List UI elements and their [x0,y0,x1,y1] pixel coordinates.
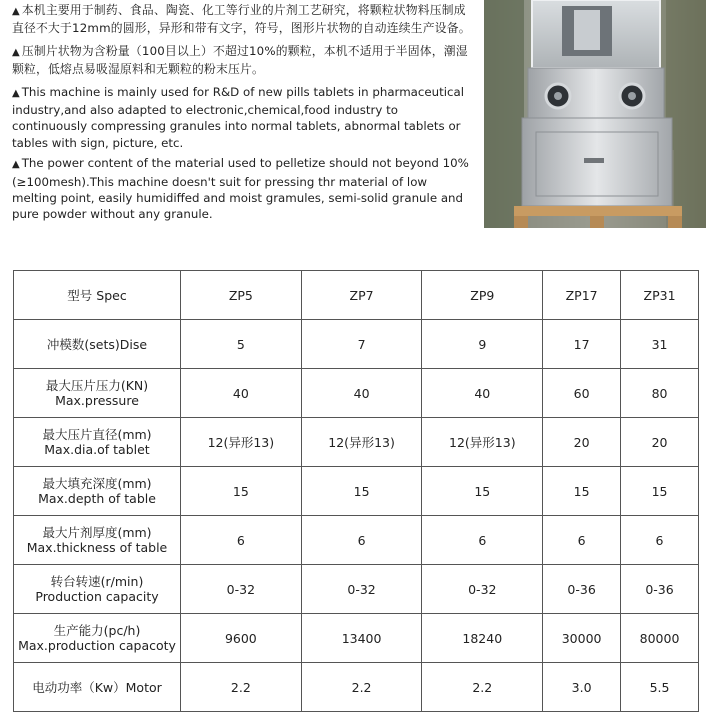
table-cell: 2.2 [301,663,422,712]
table-header-model: ZP17 [543,271,621,320]
table-cell: 0-32 [301,565,422,614]
desc-paragraph-4: ▲ The power content of the material used to pelletize should not beyond 10%(≥100mesh).This machine doesn't suit for pressing thr material of low melting point, easily humidiffed and moist gramules, semi-solid granule and pure powder without any granule. [12,156,469,222]
table-cell: 12(异形13) [301,418,422,467]
table-cell: 15 [181,467,302,516]
table-cell: 17 [543,320,621,369]
table-cell: 2.2 [181,663,302,712]
table-row [14,516,699,565]
triangle-bullet-icon: ▲ [12,159,20,171]
table-header-model: ZP5 [181,271,302,320]
table-cell: 20 [543,418,621,467]
table-row [14,369,699,418]
table-cell: 12(异形13) [181,418,302,467]
machine-photo [484,0,706,228]
table-cell: 5.5 [621,663,699,712]
triangle-bullet-icon: ▲ [12,87,20,99]
table-cell: 30000 [543,614,621,663]
table-header-model: ZP9 [422,271,543,320]
table-cell: 6 [543,516,621,565]
row-label: 最大压片压力(KN) Max.pressure [14,369,181,418]
description-block [12,2,472,227]
table-cell: 20 [621,418,699,467]
row-label: 最大片剂厚度(mm) Max.thickness of table [14,516,181,565]
table-cell: 31 [621,320,699,369]
desc-paragraph-3: ▲ This machine is mainly used for R&D of new pills tablets in pharmaceutical industry,and also adapted to electronic,chemical,food industry to continuously compressing granules into normal tablets, abnormal tablets or tables with sign, picture, etc. [12,84,465,150]
table-cell: 0-32 [422,565,543,614]
table-cell: 15 [621,467,699,516]
row-label: 冲模数(sets)Dise [14,320,181,369]
table-cell: 2.2 [422,663,543,712]
table-cell: 40 [301,369,422,418]
table-cell: 6 [621,516,699,565]
table-cell: 60 [543,369,621,418]
table-cell: 5 [181,320,302,369]
row-label: 最大压片直径(mm) Max.dia.of tablet [14,418,181,467]
table-cell: 9 [422,320,543,369]
triangle-bullet-icon: ▲ [12,6,20,17]
table-row [14,320,699,369]
table-row [14,467,699,516]
table-cell: 15 [543,467,621,516]
table-cell: 15 [301,467,422,516]
table-header-row [14,271,699,320]
table-cell: 6 [181,516,302,565]
table-cell: 9600 [181,614,302,663]
spec-table [13,270,699,712]
table-cell: 40 [181,369,302,418]
table-row [14,663,699,712]
table-cell: 0-36 [543,565,621,614]
machine-illustration [484,0,706,228]
table-header-label: 型号 Spec [14,271,181,320]
table-cell: 0-32 [181,565,302,614]
table-header-model: ZP7 [301,271,422,320]
triangle-bullet-icon: ▲ [12,46,20,58]
table-cell: 15 [422,467,543,516]
table-cell: 6 [422,516,543,565]
table-cell: 40 [422,369,543,418]
row-label: 电动功率（Kw）Motor [14,663,181,712]
row-label: 最大填充深度(mm) Max.depth of table [14,467,181,516]
table-cell: 13400 [301,614,422,663]
desc-paragraph-1: ▲ 本机主要用于制药、食品、陶瓷、化工等行业的片剂工艺研究，将颗粒状物料压制成直径不大于12mm的圆形，异形和带有文字，符号，图形片状物的自动连续生产设备。 [12,3,471,36]
table-cell: 18240 [422,614,543,663]
table-cell: 12(异形13) [422,418,543,467]
table-cell: 3.0 [543,663,621,712]
table-row [14,614,699,663]
desc-paragraph-2: ▲ 压制片状物为含粉量（100目以上）不超过10%的颗粒，本机不适用于半固体，潮湿颗粒，低熔点易吸湿原料和无颗粒的粉末压片。 [12,43,468,77]
table-cell: 80000 [621,614,699,663]
table-cell: 7 [301,320,422,369]
table-cell: 6 [301,516,422,565]
table-cell: 0-36 [621,565,699,614]
row-label: 生产能力(pc/h) Max.production capacoty [14,614,181,663]
row-label: 转台转速(r/min) Production capacity [14,565,181,614]
table-header-model: ZP31 [621,271,699,320]
table-cell: 80 [621,369,699,418]
table-row [14,418,699,467]
table-row [14,565,699,614]
